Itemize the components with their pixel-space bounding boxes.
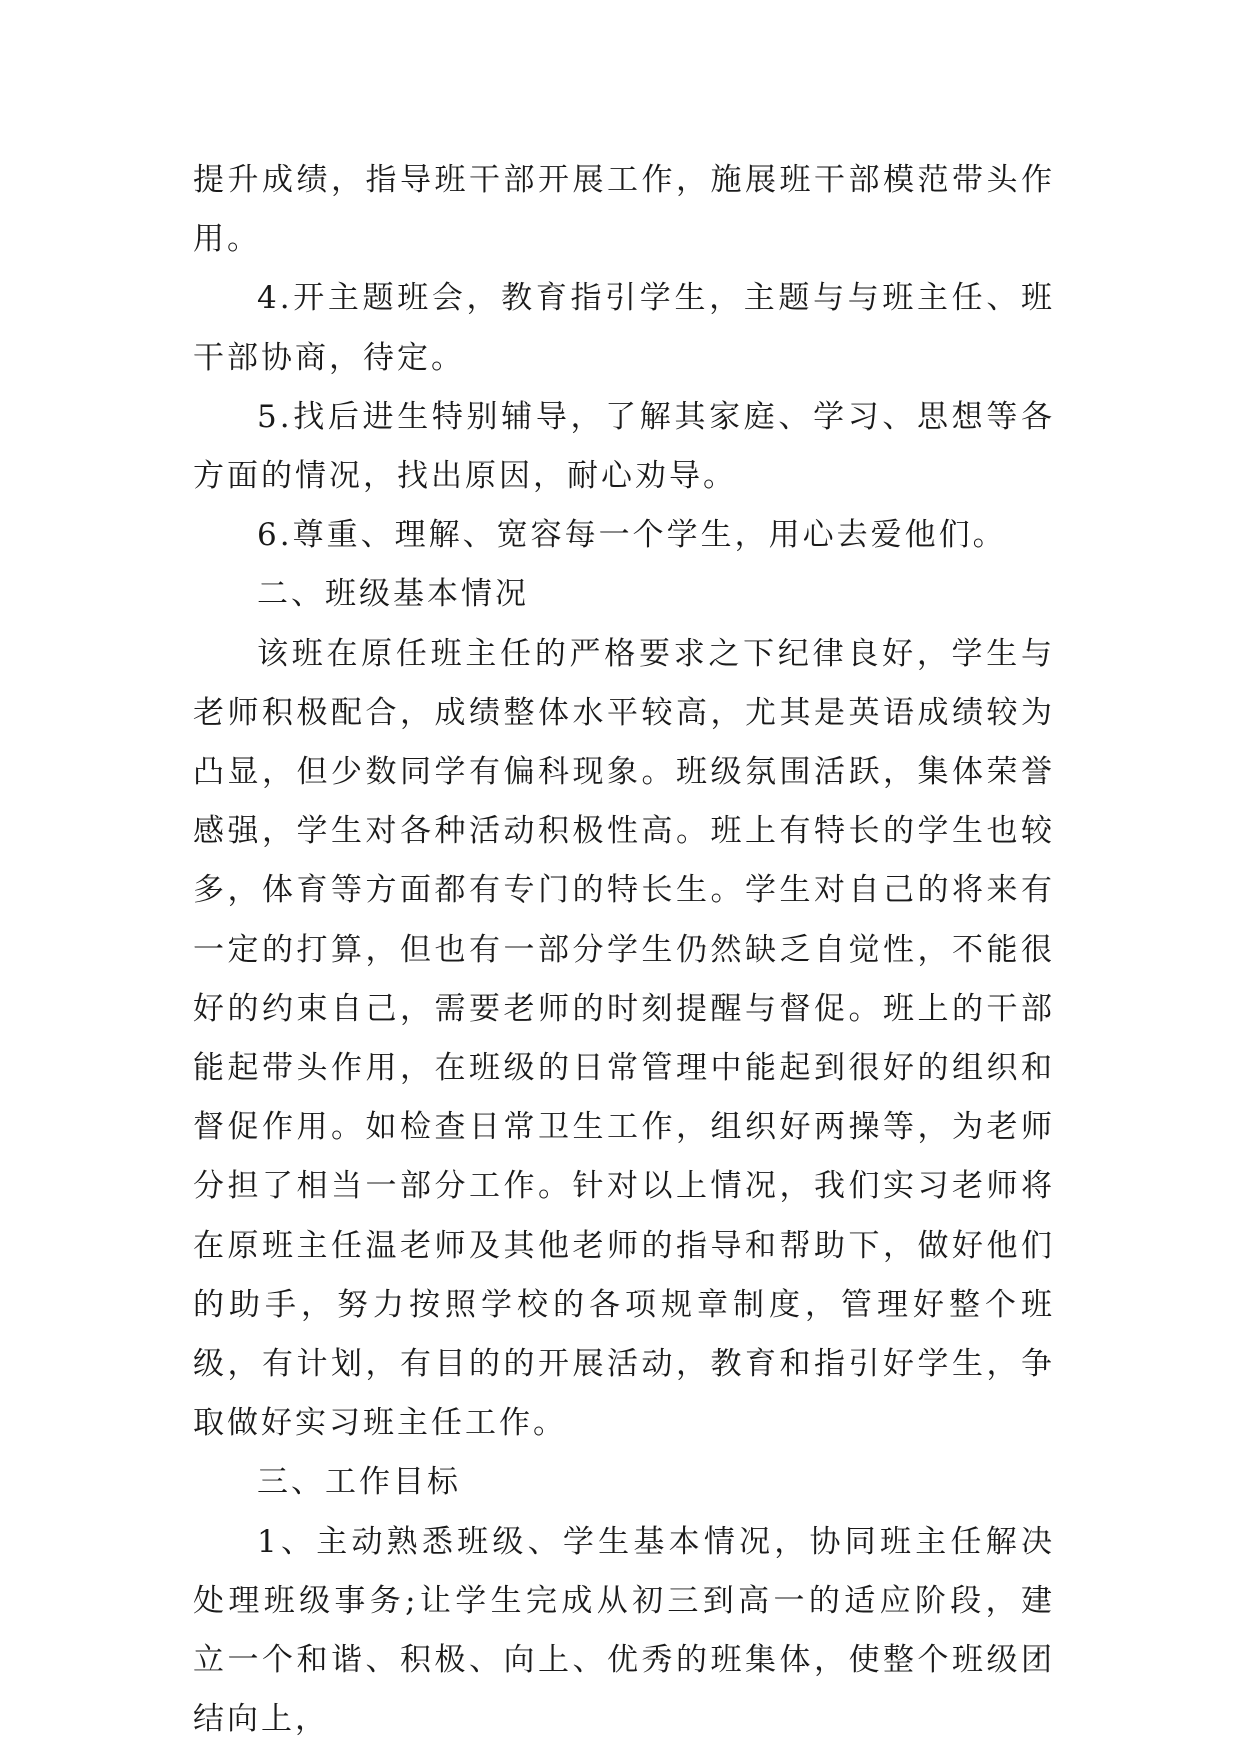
paragraph-class-situation: 该班在原任班主任的严格要求之下纪律良好，学生与老师积极配合，成绩整体水平较高，尤其是英语成绩较为凸显，但少数同学有偏科现象。班级氛围活跃，集体荣誉感强，学生对各种活动积极性高。班上有特长的学生也较多，体育等方面都有专门的特长生。学生对自己的将来有一定的打算，但也有一部分学生仍然缺乏自觉性，不能很好的约束自己，需要老师的时刻提醒与督促。班上的干部能起带头作用，在班级的日常管理中能起到很好的组织和督促作用。如检查日常卫生工作，组织好两操等，为老师分担了相当一部分工作。针对以上情况，我们实习老师将在原班主任温老师及其他老师的指导和帮助下，做好他们的助手，努力按照学校的各项规章制度，管理好整个班级，有计划，有目的的开展活动，教育和指引好学生，争取做好实习班主任工作。 <box>193 635 1055 1442</box>
paragraph-continuation: 提升成绩，指导班干部开展工作，施展班干部模范带头作用。 <box>193 162 1055 258</box>
section-heading-work-goals: 三、工作目标 <box>257 1464 461 1501</box>
document-body <box>193 151 1055 1749</box>
paragraph-item-6: 6.尊重、理解、宽容每一个学生，用心去爱他们。 <box>257 517 1007 554</box>
section-heading-class-situation: 二、班级基本情况 <box>257 576 529 613</box>
paragraph-item-5: 5.找后进生特别辅导，了解其家庭、学习、思想等各方面的情况，找出原因，耐心劝导。 <box>193 398 1055 495</box>
paragraph-item-4: 4.开主题班会，教育指引学生，主题与与班主任、班干部协商，待定。 <box>193 280 1055 376</box>
paragraph-goal-1: 1、主动熟悉班级、学生基本情况，协同班主任解决处理班级事务;让学生完成从初三到高一的适应阶段，建立一个和谐、积极、向上、优秀的班集体，使整个班级团结向上， <box>193 1523 1055 1738</box>
